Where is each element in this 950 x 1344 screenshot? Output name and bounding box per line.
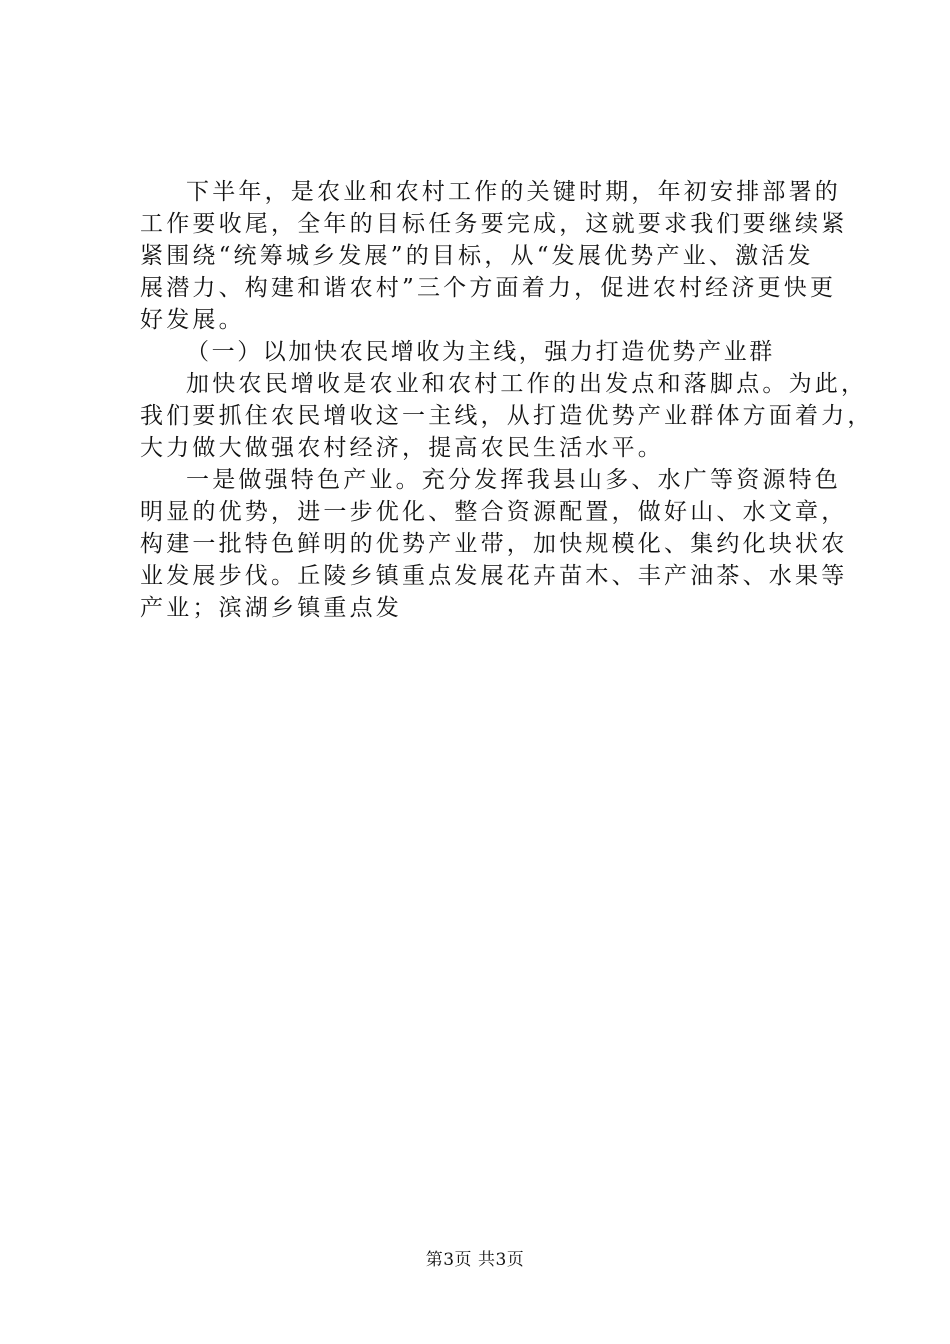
paragraph-line: 我们要抓住农民增收这一主线，从打造优势产业群体方面着力， xyxy=(140,403,874,429)
paragraph-line: 明显的优势，进一步优化、整合资源配置，做好山、水文章， xyxy=(140,499,848,525)
paragraph-line: 一是做强特色产业。充分发挥我县山多、水广等资源特色 xyxy=(186,467,841,493)
paragraph-line: 大力做大做强农村经济，提高农民生活水平。 xyxy=(140,435,664,461)
section-heading: （一）以加快农民增收为主线，强力打造优势产业群 xyxy=(186,339,775,365)
paragraph-line: 紧围绕“统筹城乡发展”的目标，从“发展优势产业、激活发 xyxy=(140,243,814,269)
paragraph-line: 产业；滨湖乡镇重点发 xyxy=(140,595,402,621)
paragraph-line: 好发展。 xyxy=(140,307,245,333)
paragraph-line: 业发展步伐。丘陵乡镇重点发展花卉苗木、丰产油茶、水果等 xyxy=(140,563,848,589)
paragraph-line: 下半年，是农业和农村工作的关键时期，年初安排部署的 xyxy=(186,179,841,205)
paragraph-line: 加快农民增收是农业和农村工作的出发点和落脚点。为此， xyxy=(186,371,868,397)
document-body xyxy=(140,176,874,624)
paragraph-line: 展潜力、构建和谐农村”三个方面着力，促进农村经济更快更 xyxy=(140,275,837,301)
paragraph-line: 构建一批特色鲜明的优势产业带，加快规模化、集约化块状农 xyxy=(140,531,848,557)
page-number-footer: 第3页 共3页 xyxy=(425,1250,525,1270)
paragraph-line: 工作要收尾，全年的目标任务要完成，这就要求我们要继续紧 xyxy=(140,211,848,237)
